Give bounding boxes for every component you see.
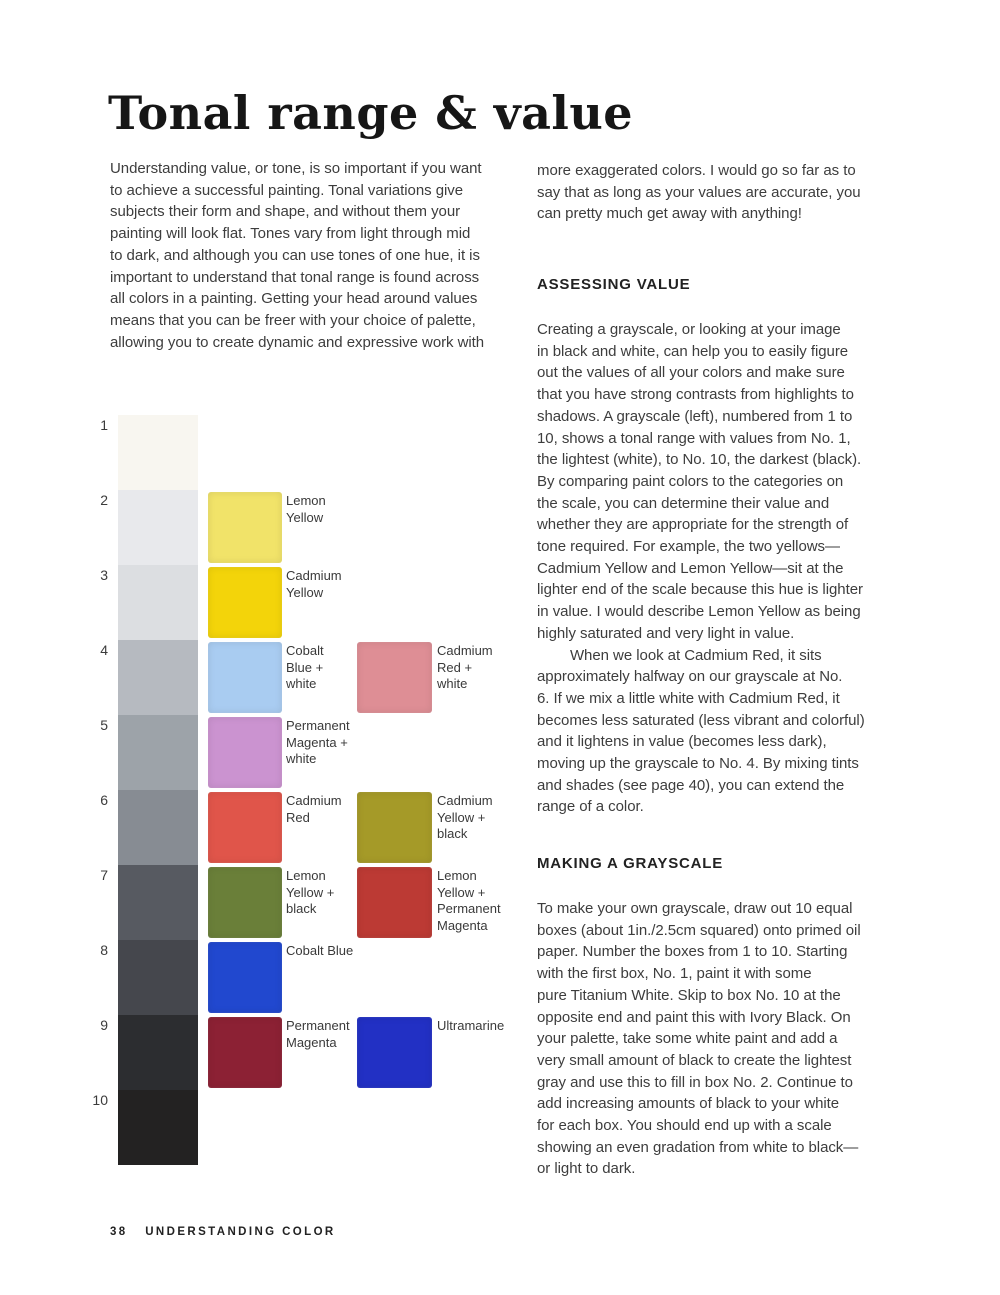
paint-swatch xyxy=(357,867,432,938)
paint-swatch-label: Ultramarine xyxy=(437,1018,505,1033)
grayscale-box xyxy=(118,565,198,640)
paint-swatch xyxy=(208,867,282,938)
grayscale-box xyxy=(118,790,198,865)
grayscale-number: 5 xyxy=(100,717,108,733)
paint-swatch xyxy=(357,642,432,713)
paint-swatch-label: Cadmium Yellow xyxy=(286,568,342,600)
grayscale-box xyxy=(118,415,198,490)
paint-swatch xyxy=(357,1017,432,1088)
book-title: UNDERSTANDING COLOR xyxy=(145,1226,336,1238)
paint-swatch-label: Cadmium Red + white xyxy=(437,643,493,691)
paint-swatch-label: Permanent Magenta xyxy=(286,1018,350,1050)
paint-swatch-label: Lemon Yellow xyxy=(286,493,326,525)
paint-swatch xyxy=(357,792,432,863)
right-paragraph-3: To make your own grayscale, draw out 10 equal boxes (about 1in./2.5cm squared) onto primed oil paper. Number the boxes from 1 to 10. Starting with the first box, No. 1, paint it with some pure Titanium White. Skip to box No. 10 at the opposite end and paint this with Ivory Black. On your palette, take some white paint and add a very small amount of black to create the lightest gray and use this to fill in box No. 2. Continue to add increasing amounts of black to your white for each box. You should end up with a scale showing an even gradation from white to black— or light to dark. xyxy=(537,900,861,1178)
page-title: Tonal range & value xyxy=(108,86,634,140)
grayscale-number: 9 xyxy=(100,1017,108,1033)
grayscale-number: 7 xyxy=(100,867,108,883)
grayscale-number: 8 xyxy=(100,942,108,958)
grayscale-box xyxy=(118,1090,198,1165)
paint-swatch-label: Cobalt Blue + white xyxy=(286,643,324,691)
paint-swatch-label: Cobalt Blue xyxy=(286,943,354,958)
paint-swatch-label: Cadmium Yellow + black xyxy=(437,793,493,841)
page-footer xyxy=(110,1226,336,1238)
paint-swatch-label: Cadmium Red xyxy=(286,793,342,825)
grayscale-box xyxy=(118,490,198,565)
grayscale-number: 10 xyxy=(92,1092,108,1108)
paint-swatch xyxy=(208,1017,282,1088)
page-number: 38 xyxy=(110,1226,128,1238)
grayscale-box xyxy=(118,940,198,1015)
right-paragraph-1: more exaggerated colors. I would go so far as to say that as long as your values are accurate, you can pretty much get away with anything! xyxy=(537,162,861,223)
paint-swatch-label: Permanent Magenta + white xyxy=(286,718,350,766)
grayscale-number: 6 xyxy=(100,792,108,808)
grayscale-box xyxy=(118,865,198,940)
grayscale-number: 2 xyxy=(100,492,108,508)
right-paragraph-2: Creating a grayscale, or looking at your image in black and white, can help you to easily figure out the values of all your colors and make sure that you have strong contrasts from highlights to shadows. A grayscale (left), numbered from 1 to 10, shows a tonal range with values from No. 1, the lightest (white), to No. 10, the darkest (black). By comparing paint colors to the categories on the scale, you can determine their value and whether they are appropriate for the strength of tone required. For example, the two yellows— Cadmium Yellow and Lemon Yellow—sit at the lighter end of the scale because this hue is lighter in value. I would describe Lemon Yellow as being highly saturated and very light in value. When we look at Cadmium Red, it sits approximately halfway on our grayscale at No. 6. If we mix a little white with Cadmium Red, it becomes less saturated (less vibrant and colorful) and it lightens in value (becomes less dark), moving up the grayscale to No. 4. By mixing tints and shades (see page 40), you can extend the range of a color. xyxy=(537,321,865,816)
grayscale-number: 1 xyxy=(100,417,108,433)
paint-swatch xyxy=(208,942,282,1013)
paint-swatch-label: Lemon Yellow + Permanent Magenta xyxy=(437,868,501,933)
grayscale-number: 3 xyxy=(100,567,108,583)
grayscale-box xyxy=(118,1015,198,1090)
paint-swatch xyxy=(208,642,282,713)
grayscale-number: 4 xyxy=(100,642,108,658)
paint-swatch xyxy=(208,492,282,563)
grayscale-box xyxy=(118,640,198,715)
paint-swatch xyxy=(208,717,282,788)
heading-making-a-grayscale: MAKING A GRAYSCALE xyxy=(537,855,724,872)
intro-paragraph: Understanding value, or tone, is so important if you want to achieve a successful painting. Tonal variations give subjects their form and shape, and without them your painting will look flat. Tones vary from light through mid to dark, and although you can use tones of one hue, it is important to understand that tonal range is found across all colors in a painting. Getting your head around values means that you can be freer with your choice of palette, allowing you to create dynamic and expressive work with xyxy=(110,160,485,351)
paint-swatch-label: Lemon Yellow + black xyxy=(286,868,335,916)
paint-swatch xyxy=(208,567,282,638)
grayscale-box xyxy=(118,715,198,790)
heading-assessing-value: ASSESSING VALUE xyxy=(537,276,691,293)
paint-swatch xyxy=(208,792,282,863)
